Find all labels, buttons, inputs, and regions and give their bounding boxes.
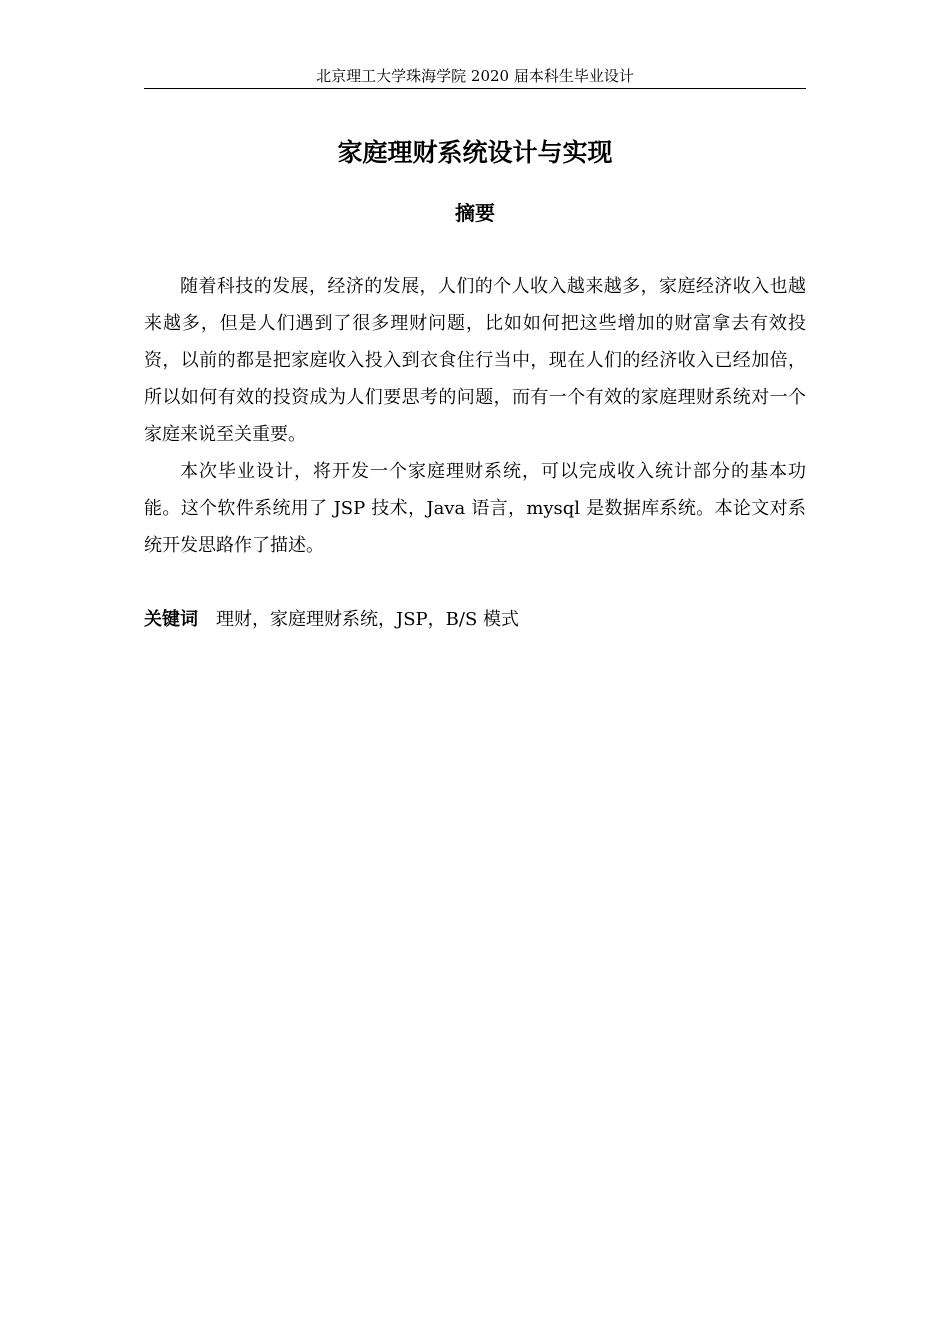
abstract-body [144,268,806,564]
paper-title: 家庭理财系统设计与实现 [337,138,613,167]
keywords-label: 关键词 [144,609,198,630]
keywords-text: 理财，家庭理财系统，JSP，B/S 模式 [216,609,520,630]
header-rule [144,88,806,89]
abstract-heading: 摘要 [455,201,495,225]
abstract-paragraph-2: 本次毕业设计，将开发一个家庭理财系统，可以完成收入统计部分的基本功能。这个软件系统用了 JSP 技术，Java 语言，mysql 是数据库系统。本论文对系统开发思路作了描述。 [144,461,806,556]
abstract-paragraph-1: 随着科技的发展，经济的发展，人们的个人收入越来越多，家庭经济收入也越来越多，但是人们遇到了很多理财问题，比如如何把这些增加的财富拿去有效投资，以前的都是把家庭收入投入到衣食住行当中，现在人们的经济收入已经加倍，所以如何有效的投资成为人们要思考的问题，而有一个有效的家庭理财系统对一个家庭来说至关重要。 [144,276,806,445]
keywords-line [144,602,806,638]
running-header: 北京理工大学珠海学院 2020 届本科生毕业设计 [316,67,634,85]
